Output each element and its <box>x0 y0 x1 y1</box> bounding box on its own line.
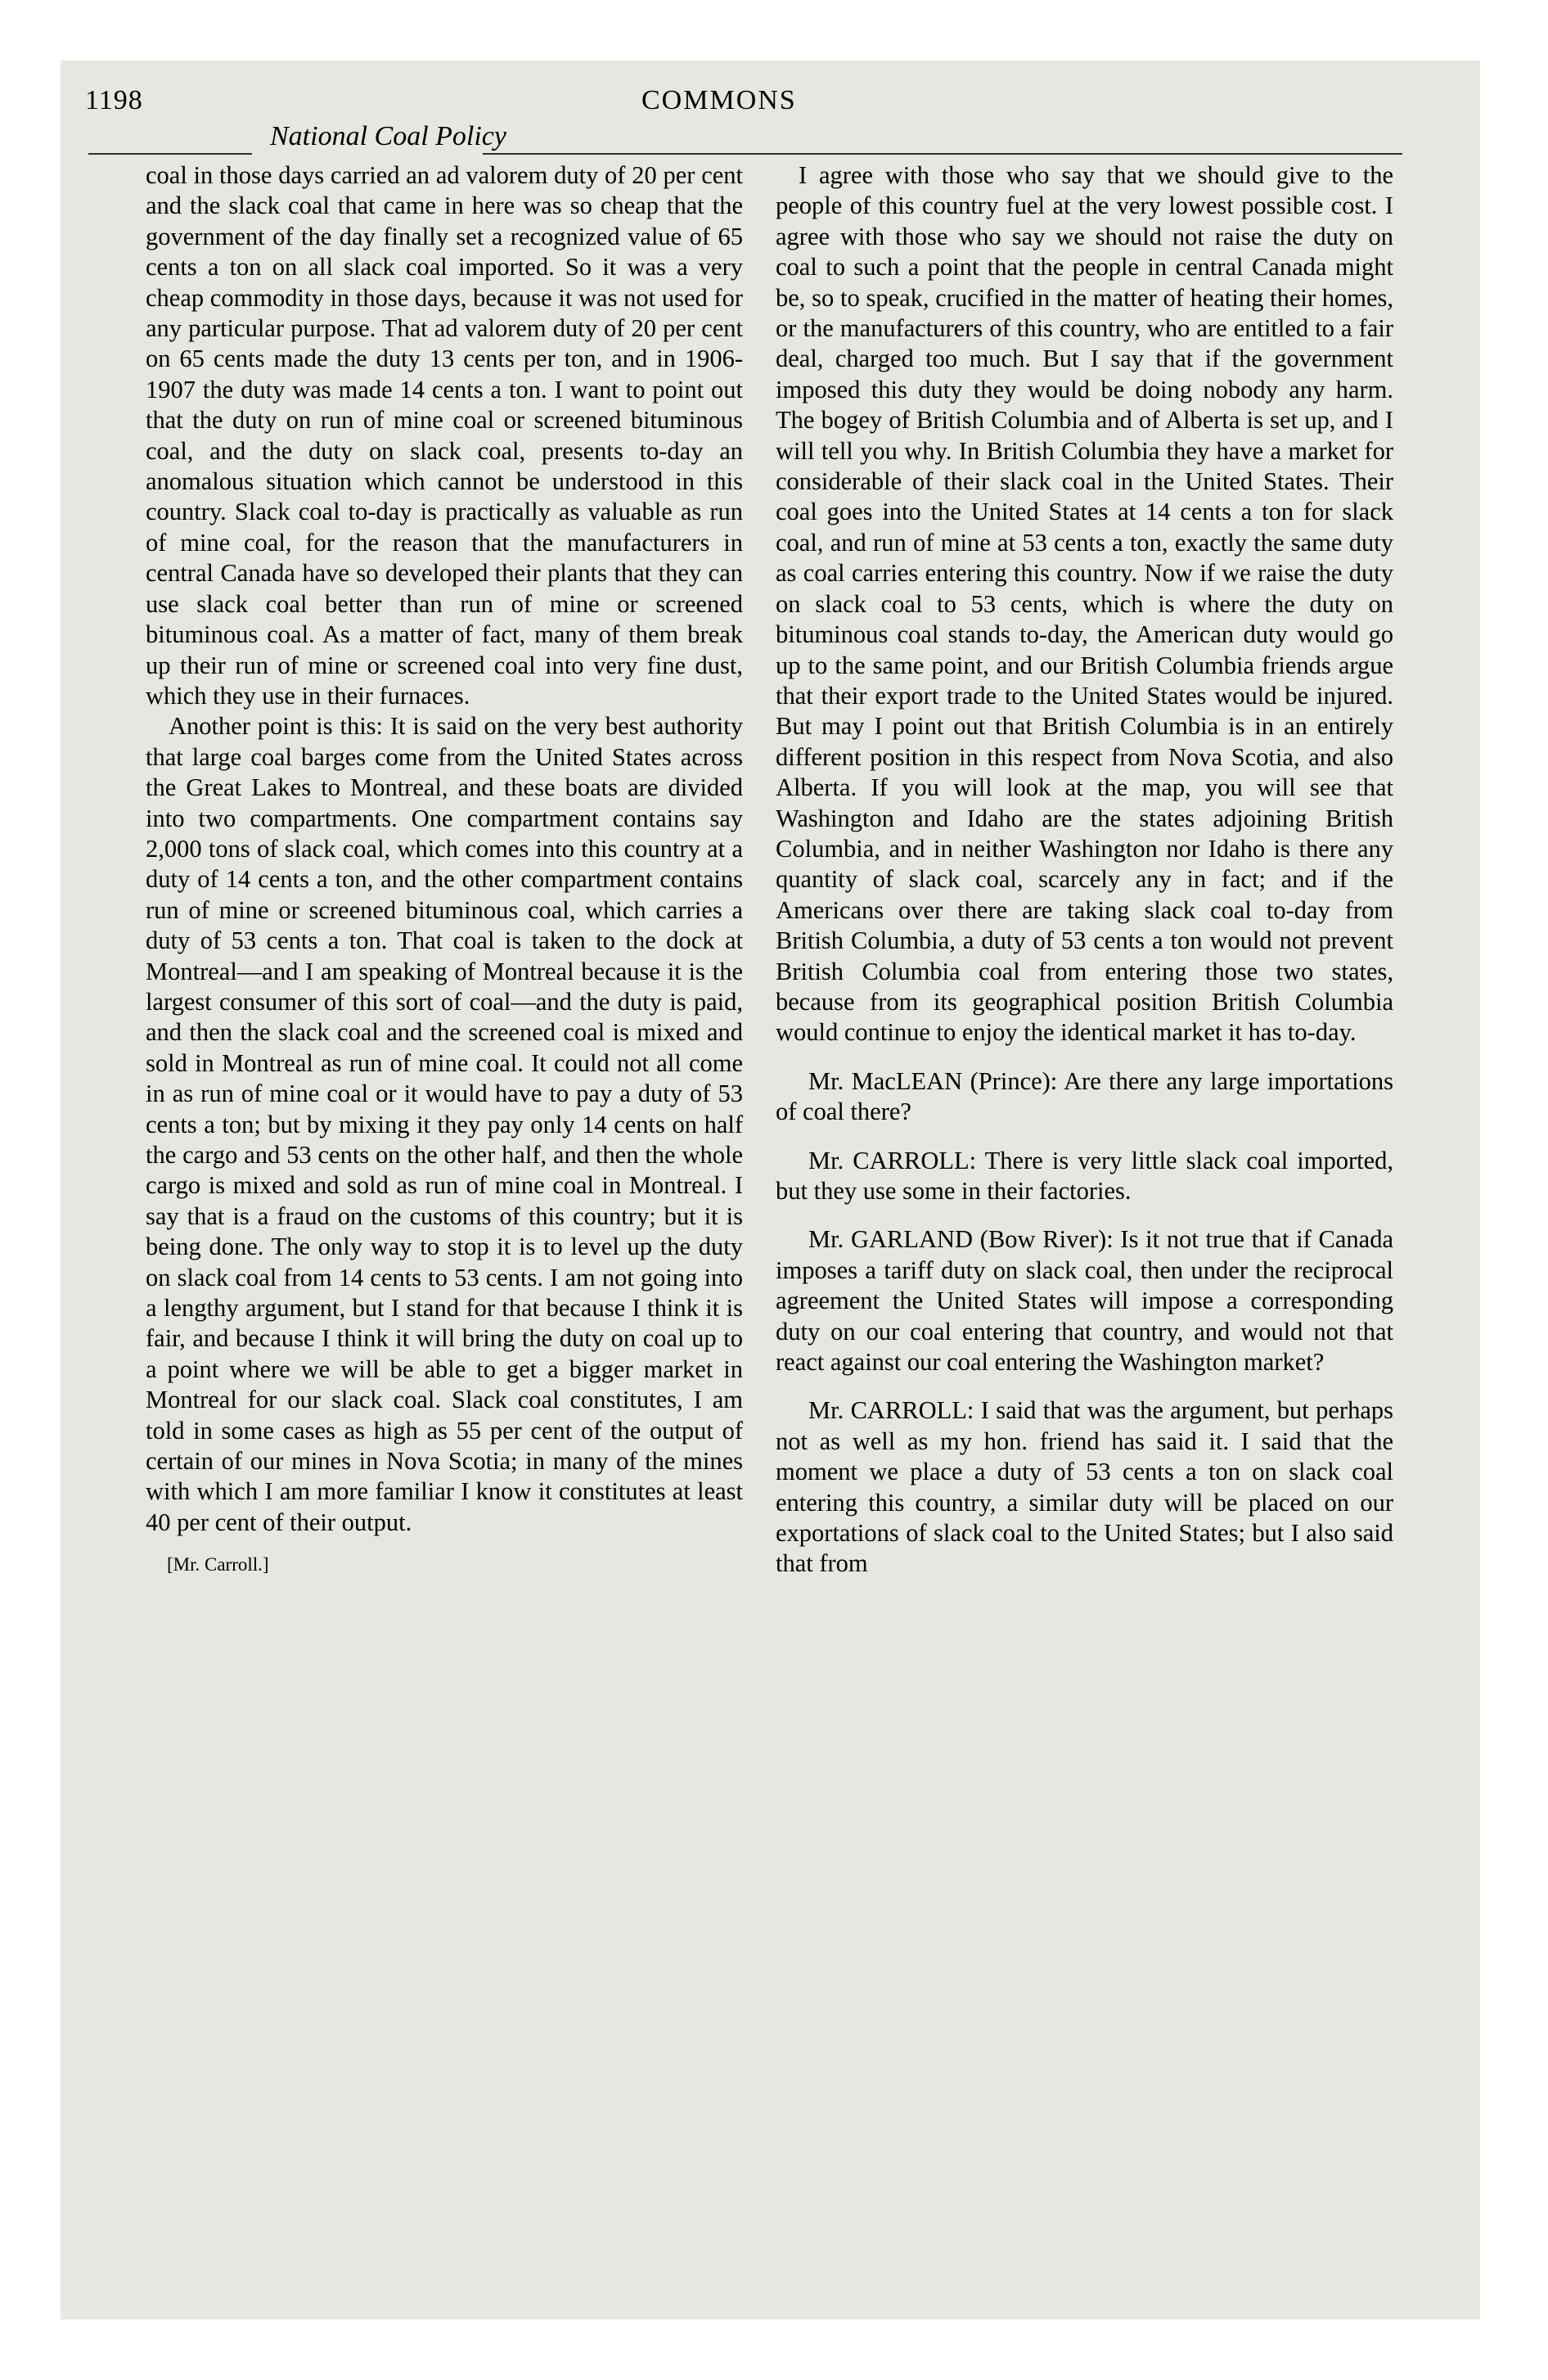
left-paragraph-2: Another point is this: It is said on the very best authority that large coal barges come from the United States across the Great Lakes to Montreal, and these boats are divided into two compartments. One compartment contains say 2,000 tons of slack coal, which comes into this country at a duty of 14 cents a ton, and the other compartment contains run of mine or screened bituminous coal, which carries a duty of 53 cents a ton. That coal is taken to the dock at Montreal—and I am speaking of Montreal because it is the largest consumer of this sort of coal—and the duty is paid, and then the slack coal and the screened coal is mixed and sold in Montreal as run of mine coal. It could not all come in as run of mine coal or it would have to pay a duty of 53 cents a ton; but by mixing it they pay only 14 cents on half the cargo and 53 cents on the other half, and then the whole cargo is mixed and sold as run of mine coal in Montreal. I say that is a fraud on the customs of this country; but it is being done. The only way to stop it is to level up the duty on slack coal from 14 cents to 53 cents. I am not going into a lengthy argument, but I stand for that because I think it is fair, and because I think it will bring the duty on coal up to a point where we will be able to get a bigger market in Montreal for our slack coal. Slack coal constitutes, I am told in some cases as high as 55 per cent of the output of certain of our mines in Nova Scotia; in many of the mines with which I am more familiar I know it constitutes at least 40 per cent of their output. <box>146 712 743 1536</box>
right-paragraph-4: Mr. GARLAND (Bow River): Is it not true that if Canada imposes a tariff duty on slack coal, then under the reciprocal agreement the United States will impose a corresponding duty on our coal entering that country, and would not that react against our coal entering the Washington market? <box>776 1225 1393 1377</box>
left-column <box>146 160 743 1580</box>
running-title: National Coal Policy <box>270 121 506 151</box>
right-paragraph-2: Mr. MacLEAN (Prince): Are there any large importations of coal there? <box>776 1066 1393 1126</box>
right-paragraph-1: I agree with those who say that we should give to the people of this country fuel at the very lowest possible cost. I agree with those who say we should not raise the duty on coal to such a point that the people in central Canada might be, so to speak, crucified in the matter of heating their homes, or the manufacturers of this country, who are entitled to a fair deal, charged too much. But I say that if the government imposed this duty they would be doing nobody any harm. The bogey of British Columbia and of Alberta is set up, and I will tell you why. In British Columbia they have a market for considerable of their slack coal in the United States. Their coal goes into the United States at 14 cents a ton for slack coal, and run of mine at 53 cents a ton, exactly the same duty as coal carries entering this country. Now if we raise the duty on slack coal to 53 cents, which is where the duty on bituminous coal stands to-day, the American duty would go up to the same point, and our British Columbia friends argue that their export trade to the United States would be injured. But may I point out that British Columbia is in an entirely different position in this respect from Nova Scotia, and also Alberta. If you will look at the map, you will see that Washington and Idaho are the states adjoining British Columbia, and in neither Washington nor Idaho is there any quantity of slack coal, scarcely any in fact; and if the Americans over there are taking slack coal to-day from British Columbia, a duty of 53 cents a ton would not prevent British Columbia coal from entering those two states, because from its geographical position British Columbia would continue to enjoy the identical market it has to-day. <box>776 161 1393 1047</box>
right-paragraph-3: Mr. CARROLL: There is very little slack coal imported, but they use some in their factories. <box>776 1146 1393 1205</box>
speaker-attribution: [Mr. Carroll.] <box>167 1554 269 1575</box>
right-paragraph-5: Mr. CARROLL: I said that was the argument, but perhaps not as well as my hon. friend has said it. I said that the moment we place a duty of 53 cents a ton on slack coal entering this country, a similar duty will be placed on our exportations of slack coal to the United States; but I also said that from <box>776 1396 1393 1578</box>
header-rule-right <box>483 153 1402 155</box>
header-rule-left <box>88 153 252 155</box>
left-paragraph-1: coal in those days carried an ad valorem duty of 20 per cent and the slack coal that came in here was so cheap that the government of the day finally set a recognized value of 65 cents a ton on all slack coal imported. So it was a very cheap commodity in those days, because it was not used for any particular purpose. That ad valorem duty of 20 per cent on 65 cents made the duty 13 cents per ton, and in 1906-1907 the duty was made 14 cents a ton. I want to point out that the duty on run of mine coal or screened bituminous coal, and the duty on slack coal, presents to-day an anomalous situation which cannot be understood in this country. Slack coal to-day is practically as valuable as run of mine coal, for the reason that the manufacturers in central Canada have so developed their plants that they can use slack coal better than run of mine or screened bituminous coal. As a matter of fact, many of them break up their run of mine or screened coal into very fine dust, which they use in their furnaces. <box>146 161 743 710</box>
house-heading: COMMONS <box>641 85 797 115</box>
right-column <box>776 160 1393 1580</box>
page-number: 1198 <box>85 85 143 115</box>
